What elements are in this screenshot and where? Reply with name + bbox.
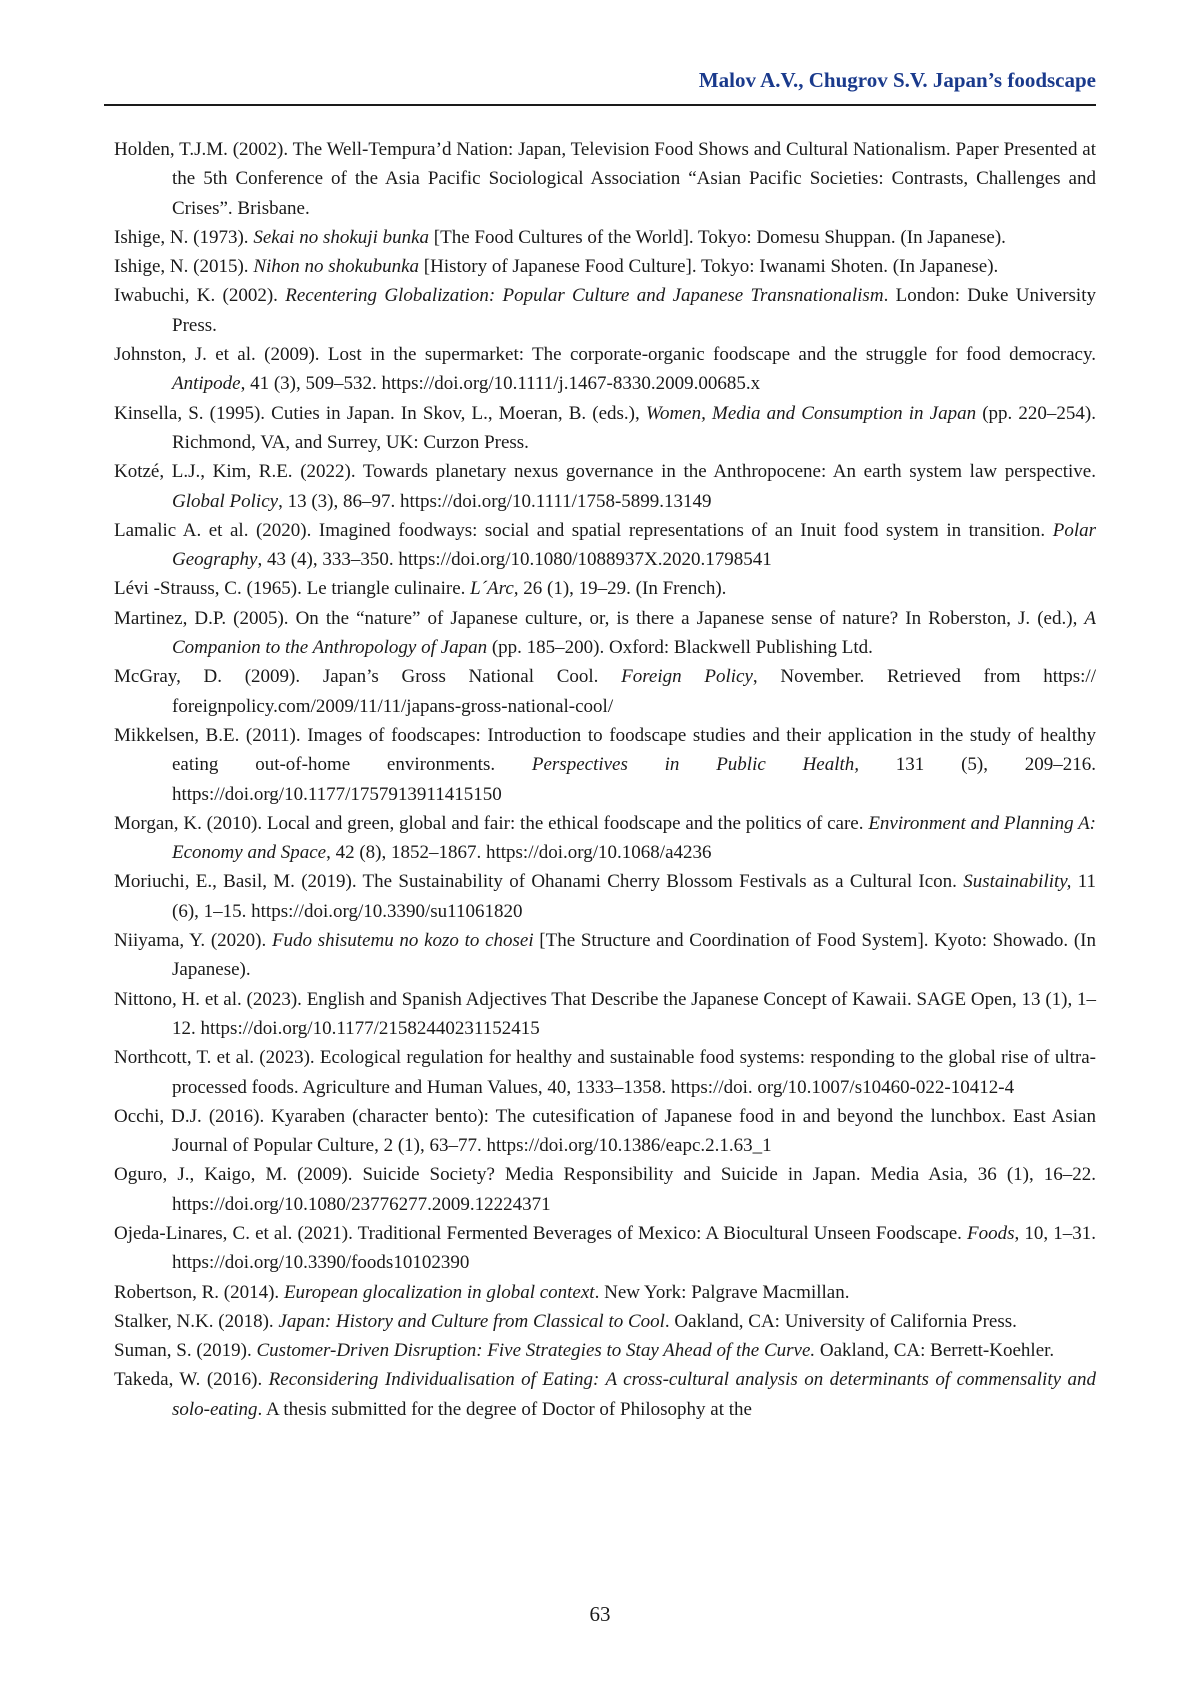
reference-entry	[114, 457, 1096, 516]
reference-entry	[114, 516, 1096, 575]
reference-entry	[114, 604, 1096, 663]
reference-entry	[114, 867, 1096, 926]
reference-title-italic: Environment and Planning A: Economy and Space	[172, 812, 1096, 864]
reference-text: Occhi, D.J. (2016). Kyaraben (character bento): The cutesification of Japanese food in and beyond the lunchbox. East Asian Journal of Popular Culture, 2 (1), 63–77. https://doi.org/10.1386/eapc.2.1.63_1	[114, 1105, 1096, 1157]
reference-entry	[114, 135, 1096, 223]
reference-text: , 42 (8), 1852–1867. https://doi.org/10.1068/a4236	[326, 842, 712, 864]
reference-text: Oakland, CA: Berrett-Koehler.	[815, 1340, 1055, 1362]
reference-text: , 41 (3), 509–532. https://doi.org/10.1111/j.1467-8330.2009.00685.x	[240, 373, 761, 395]
reference-title-italic: Global Policy	[172, 490, 279, 512]
reference-text: McGray, D. (2009). Japan’s Gross National Cool.	[114, 666, 622, 688]
reference-title-italic: Polar Geography	[172, 519, 1096, 571]
reference-text: [The Food Cultures of the World]. Tokyo: Domesu Shuppan. (In Japanese).	[429, 226, 1006, 248]
reference-text: . Oakland, CA: University of California Press.	[664, 1310, 1017, 1332]
reference-text: Lévi -Strauss, C. (1965). Le triangle culinaire.	[114, 578, 471, 600]
reference-text: . London: Duke University Press.	[172, 285, 1096, 336]
reference-text: Johnston, J. et al. (2009). Lost in the supermarket: The corporate-organic foodscape and the struggle for food democracy.	[114, 344, 1096, 366]
reference-title-italic: Nihon no shokubunka	[253, 256, 420, 278]
reference-text: Holden, T.J.M. (2002). The Well-Tempura’d Nation: Japan, Television Food Shows and Cultural Nationalism. Paper Presented at the 5th Conference of the Asia Pacific Sociological Association “Asian Pacific Societies: Contrasts, Challenges and Crises”. Brisbane.	[114, 139, 1096, 219]
reference-entry	[114, 340, 1096, 399]
reference-entry	[114, 399, 1096, 458]
reference-text: Iwabuchi, K. (2002).	[114, 285, 286, 307]
reference-text: Morgan, K. (2010). Local and green, global and fair: the ethical foodscape and the politics of care.	[114, 812, 869, 834]
reference-text: , 13 (3), 86–97. https://doi.org/10.1111/1758-5899.13149	[278, 490, 712, 512]
reference-title-italic: Foods	[967, 1222, 1015, 1244]
reference-text: . A thesis submitted for the degree of Doctor of Philosophy at the	[257, 1398, 752, 1420]
reference-text: 26 (1), 19–29. (In French).	[518, 578, 727, 600]
page-number: 63	[589, 1602, 611, 1626]
reference-list	[114, 135, 1096, 1424]
reference-title-italic: Recentering Globalization: Popular Culture and Japanese Transnationalism	[285, 285, 884, 307]
reference-entry	[114, 809, 1096, 868]
reference-entry	[114, 252, 1096, 281]
reference-text: Moriuchi, E., Basil, M. (2019). The Sustainability of Ohanami Cherry Blossom Festivals as a Cultural Icon.	[114, 871, 964, 893]
reference-title-italic: European glocalization in global context	[283, 1281, 595, 1303]
reference-text: [The Structure and Coordination of Food System]. Kyoto: Showado. (In Japanese).	[172, 930, 1096, 981]
reference-text: Suman, S. (2019).	[114, 1340, 257, 1362]
reference-title-italic: A Companion to the Anthropology of Japan	[172, 607, 1096, 659]
reference-text: 11 (6), 1–15. https://doi.org/10.3390/su11061820	[172, 871, 1097, 922]
reference-entry	[114, 721, 1096, 809]
reference-text: , 10, 1–31. https://doi.org/10.3390/foods10102390	[172, 1222, 1096, 1274]
reference-text: Nittono, H. et al. (2023). English and Spanish Adjectives That Describe the Japanese Concept of Kawaii. SAGE Open, 13 (1), 1–12. https://doi.org/10.1177/21582440231152415	[114, 988, 1096, 1039]
reference-text: . New York: Palgrave Macmillan.	[594, 1281, 850, 1303]
reference-text: (pp. 220–254). Richmond, VA, and Surrey, UK: Curzon Press.	[172, 402, 1096, 453]
reference-entry	[114, 1365, 1096, 1424]
reference-title-italic: Customer-Driven Disruption: Five Strategies to Stay Ahead of the Curve.	[256, 1340, 816, 1362]
running-head: Malov A.V., Chugrov S.V. Japan’s foodscape	[698, 68, 1096, 92]
reference-text: , 43 (4), 333–350. https://doi.org/10.1080/1088937X.2020.1798541	[257, 549, 772, 571]
reference-title-italic: Japan: History and Culture from Classical to Cool	[278, 1310, 665, 1332]
reference-title-italic: Antipode	[172, 373, 241, 395]
reference-text: Ojeda-Linares, C. et al. (2021). Traditional Fermented Beverages of Mexico: A Biocultural Unseen Foodscape.	[114, 1222, 968, 1244]
reference-title-italic: Perspectives in Public Health,	[531, 754, 860, 776]
reference-text: Kotzé, L.J., Kim, R.E. (2022). Towards planetary nexus governance in the Anthropocene: An earth system law perspective.	[114, 461, 1096, 483]
reference-entry	[114, 1160, 1096, 1219]
reference-text: Oguro, J., Kaigo, M. (2009). Suicide Society? Media Responsibility and Suicide in Japan. Media Asia, 36 (1), 16–22. https://doi.org/10.1080/23776277.2009.12224371	[114, 1164, 1096, 1215]
reference-text: Kinsella, S. (1995). Cuties in Japan. In Skov, L., Moeran, B. (eds.),	[114, 402, 646, 424]
reference-title-italic: Sustainability,	[963, 871, 1072, 893]
header-rule	[104, 104, 1096, 106]
reference-text: , November. Retrieved from https:// foreignpolicy.com/2009/11/11/japans-gross-national-cool/	[172, 666, 1096, 717]
reference-text: Robertson, R. (2014).	[114, 1281, 284, 1303]
reference-text: Mikkelsen, B.E. (2011). Images of foodscapes: Introduction to foodscape studies and their application in the study of healthy eating out-of-home environments.	[114, 724, 1096, 776]
reference-text: Northcott, T. et al. (2023). Ecological regulation for healthy and sustainable food systems: responding to the global rise of ultra-processed foods. Agriculture and Human Values, 40, 1333–1358. https://doi. org/10.1007/s10460-022-10412-4	[114, 1047, 1096, 1098]
reference-entry	[114, 662, 1096, 721]
reference-text: Ishige, N. (1973).	[114, 226, 254, 248]
reference-text: Stalker, N.K. (2018).	[114, 1310, 279, 1332]
reference-title-italic: Sekai no shokuji bunka	[253, 226, 430, 248]
reference-title-italic: Women, Media and Consumption in Japan	[645, 402, 977, 424]
reference-entry	[114, 223, 1096, 252]
reference-entry	[114, 1307, 1096, 1336]
reference-title-italic: L´Arc,	[470, 578, 519, 600]
reference-entry	[114, 1278, 1096, 1307]
reference-text: Niiyama, Y. (2020).	[114, 930, 272, 952]
reference-entry	[114, 574, 1096, 603]
reference-text: Takeda, W. (2016).	[114, 1369, 269, 1391]
reference-text: 131 (5), 209–216. https://doi.org/10.1177/1757913911415150	[172, 754, 1096, 805]
reference-entry	[114, 985, 1096, 1044]
reference-entry	[114, 1043, 1096, 1102]
reference-title-italic: Foreign Policy	[621, 666, 753, 688]
reference-entry	[114, 926, 1096, 985]
reference-text: (pp. 185–200). Oxford: Blackwell Publishing Ltd.	[487, 637, 873, 659]
reference-text: Martinez, D.P. (2005). On the “nature” of Japanese culture, or, is there a Japanese sense of nature? In Roberston, J. (ed.),	[114, 607, 1085, 629]
reference-entry	[114, 1219, 1096, 1278]
reference-entry	[114, 1102, 1096, 1161]
reference-entry	[114, 1336, 1096, 1365]
reference-text: Ishige, N. (2015).	[114, 256, 254, 278]
reference-title-italic: Reconsidering Individualisation of Eating: A cross-cultural analysis on determinants of commensality and solo-eating	[172, 1369, 1096, 1420]
reference-entry	[114, 281, 1096, 340]
reference-text: Lamalic A. et al. (2020). Imagined foodways: social and spatial representations of an Inuit food system in transition.	[114, 519, 1053, 541]
reference-text: [History of Japanese Food Culture]. Tokyo: Iwanami Shoten. (In Japanese).	[419, 256, 999, 278]
reference-title-italic: Fudo shisutemu no kozo to chosei	[271, 930, 534, 952]
